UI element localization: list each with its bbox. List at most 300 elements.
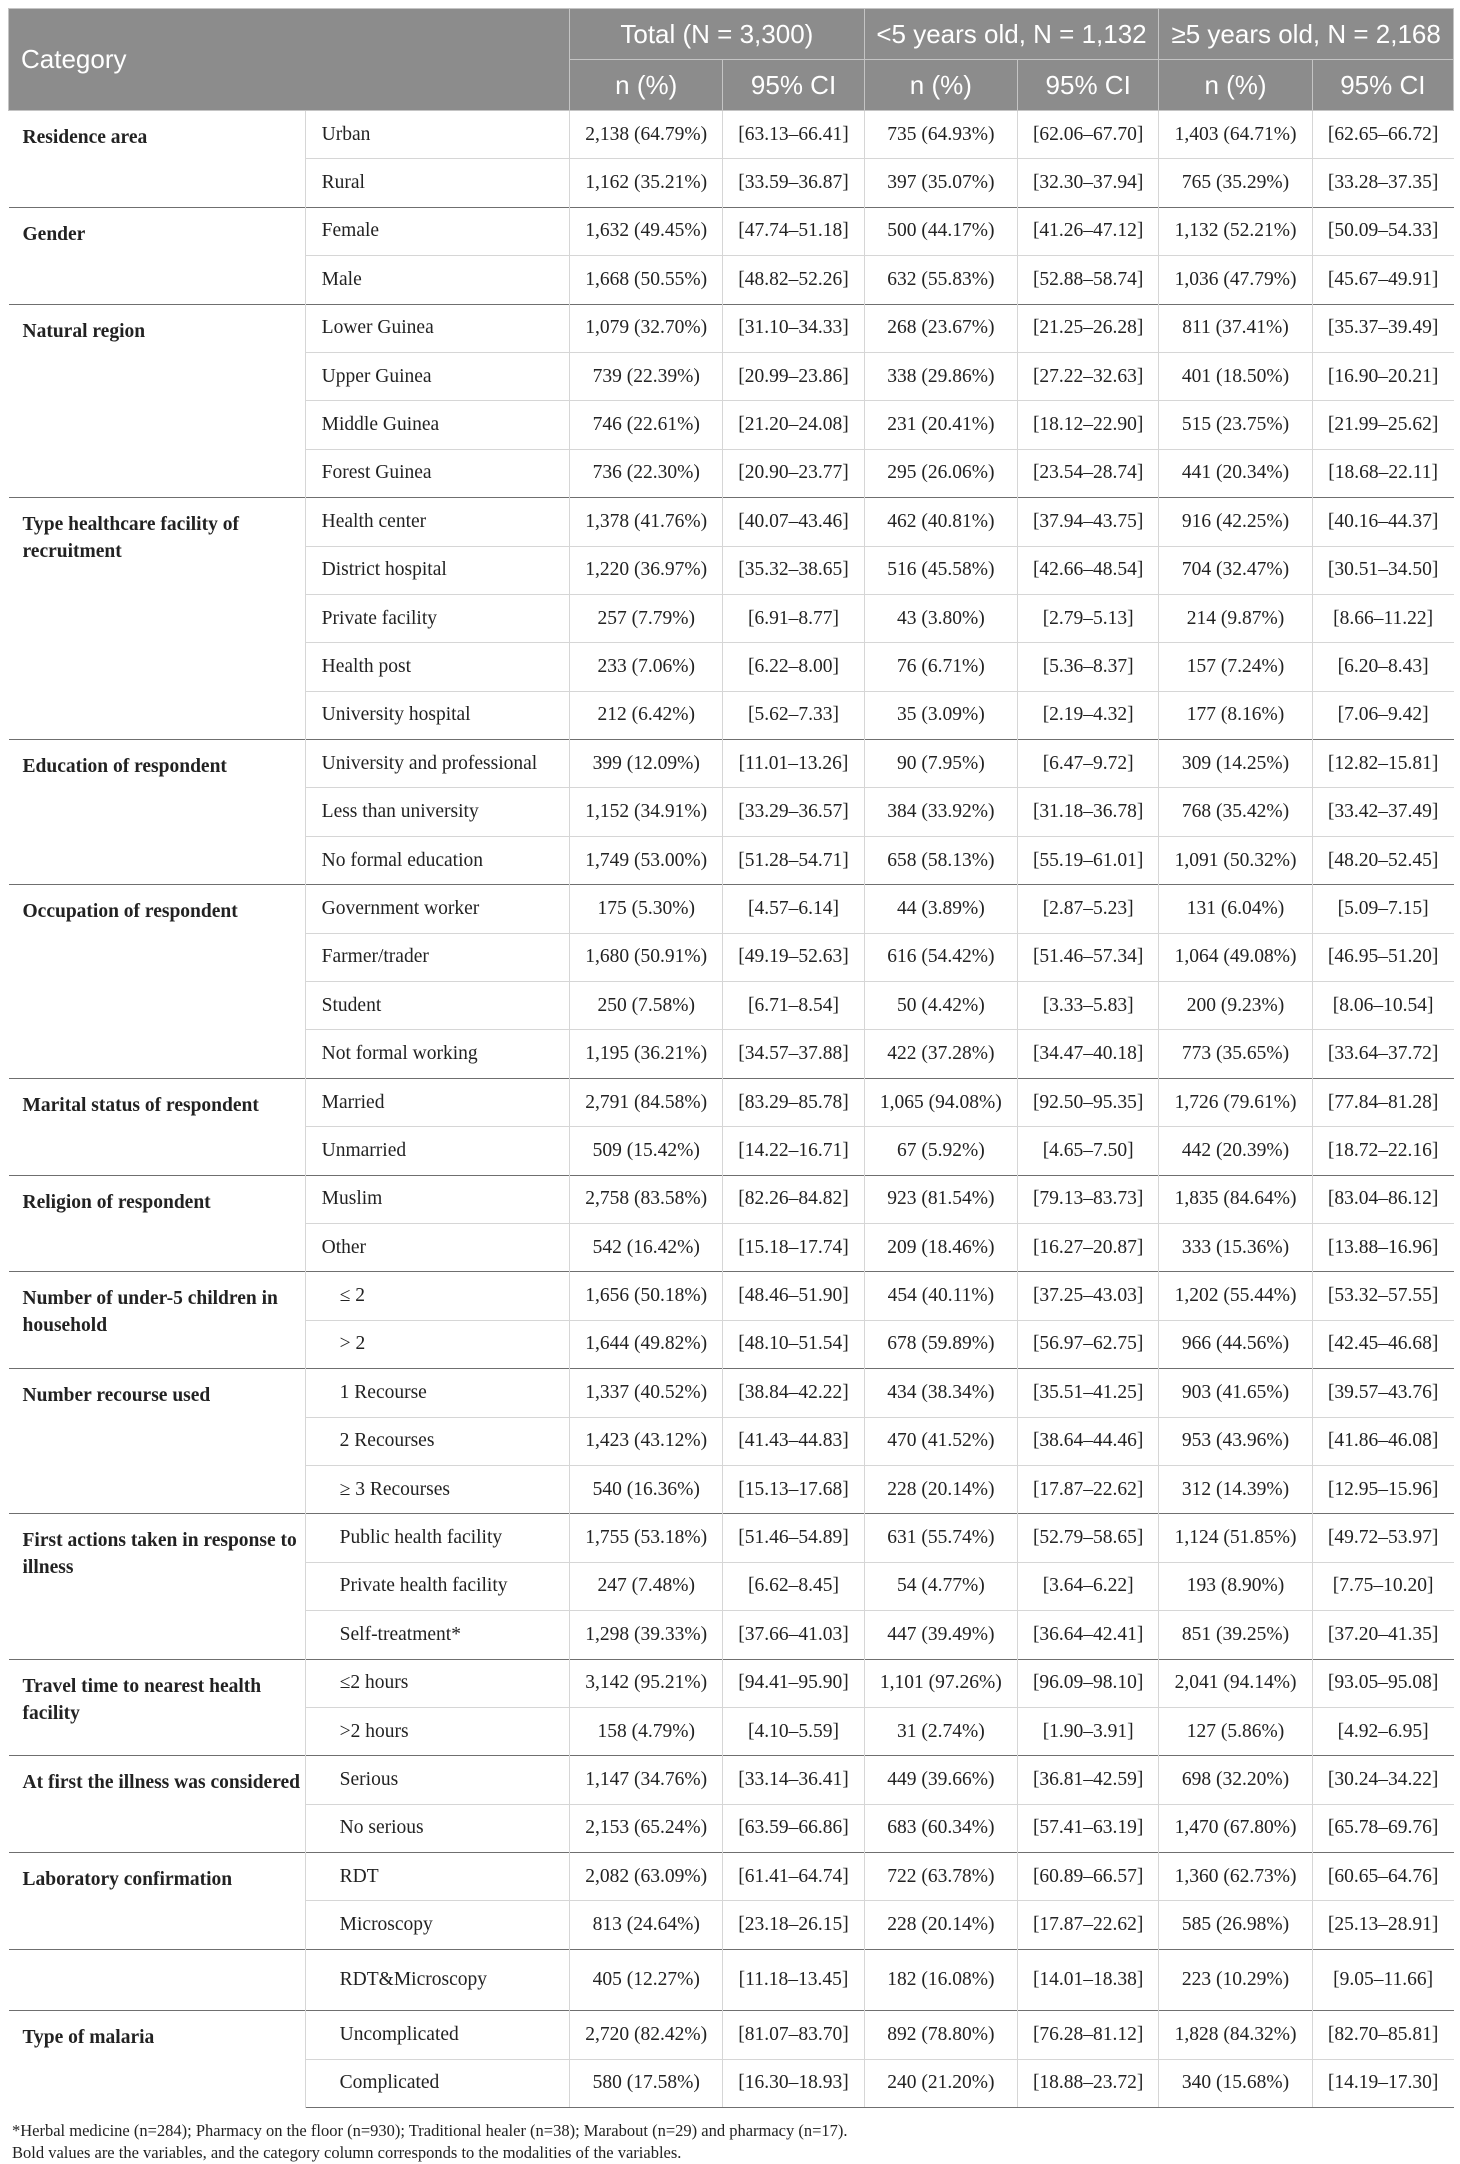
count-cell: 1,828 (84.32%) [1159, 2011, 1312, 2059]
ci-cell: [2.19–4.32] [1018, 691, 1159, 739]
ci-cell: [39.57–43.76] [1312, 1369, 1453, 1417]
category-label: Private facility [305, 594, 569, 642]
table-row [9, 304, 1454, 352]
count-cell: 231 (20.41%) [864, 401, 1017, 449]
count-cell: 175 (5.30%) [570, 885, 723, 933]
count-cell: 2,153 (65.24%) [570, 1804, 723, 1852]
ci-cell: [35.32–38.65] [723, 546, 864, 594]
count-cell: 131 (6.04%) [1159, 885, 1312, 933]
category-label: RDT&Microscopy [305, 1949, 569, 2010]
ci-cell: [6.22–8.00] [723, 643, 864, 691]
category-label: Self-treatment* [305, 1611, 569, 1659]
category-label: Male [305, 256, 569, 304]
table-header [9, 9, 1454, 111]
count-cell: 1,680 (50.91%) [570, 933, 723, 981]
ci-cell: [79.13–83.73] [1018, 1175, 1159, 1223]
ci-cell: [46.95–51.20] [1312, 933, 1453, 981]
count-cell: 422 (37.28%) [864, 1030, 1017, 1078]
ci-cell: [2.87–5.23] [1018, 885, 1159, 933]
category-label: Government worker [305, 885, 569, 933]
table-row [9, 1949, 1454, 2010]
count-cell: 295 (26.06%) [864, 449, 1017, 497]
category-label: University and professional [305, 740, 569, 788]
variable-label: First actions taken in response to illness [9, 1514, 306, 1659]
count-cell: 1,202 (55.44%) [1159, 1272, 1312, 1320]
ci-cell: [60.65–64.76] [1312, 1853, 1453, 1901]
count-cell: 704 (32.47%) [1159, 546, 1312, 594]
category-label: Serious [305, 1756, 569, 1804]
ci-cell: [42.66–48.54] [1018, 546, 1159, 594]
category-header: Category [9, 9, 570, 111]
count-cell: 2,758 (83.58%) [570, 1175, 723, 1223]
count-cell: 44 (3.89%) [864, 885, 1017, 933]
count-cell: 1,079 (32.70%) [570, 304, 723, 352]
table-row [9, 1659, 1454, 1707]
ci-cell: [21.20–24.08] [723, 401, 864, 449]
ci-cell: [77.84–81.28] [1312, 1078, 1453, 1126]
count-cell: 268 (23.67%) [864, 304, 1017, 352]
category-label: Married [305, 1078, 569, 1126]
ci-cell: [5.09–7.15] [1312, 885, 1453, 933]
count-cell: 540 (16.36%) [570, 1465, 723, 1513]
ci-cell: [35.37–39.49] [1312, 304, 1453, 352]
count-cell: 1,378 (41.76%) [570, 498, 723, 546]
count-cell: 1,668 (50.55%) [570, 256, 723, 304]
ci-cell: [62.65–66.72] [1312, 111, 1453, 159]
ci-cell: [8.66–11.22] [1312, 594, 1453, 642]
count-cell: 1,835 (84.64%) [1159, 1175, 1312, 1223]
variable-label: Gender [9, 207, 306, 304]
ci-cell: [47.74–51.18] [723, 207, 864, 255]
count-cell: 1,470 (67.80%) [1159, 1804, 1312, 1852]
count-cell: 35 (3.09%) [864, 691, 1017, 739]
count-cell: 240 (21.20%) [864, 2059, 1017, 2107]
n-header: n (%) [1159, 60, 1312, 111]
ci-cell: [48.46–51.90] [723, 1272, 864, 1320]
ci-cell: [20.99–23.86] [723, 352, 864, 400]
ci-cell: [23.54–28.74] [1018, 449, 1159, 497]
ci-cell: [37.25–43.03] [1018, 1272, 1159, 1320]
ci-cell: [30.24–34.22] [1312, 1756, 1453, 1804]
ci-cell: [51.46–57.34] [1018, 933, 1159, 981]
table-row [9, 2011, 1454, 2059]
count-cell: 434 (38.34%) [864, 1369, 1017, 1417]
ci-cell: [34.47–40.18] [1018, 1030, 1159, 1078]
variable-label: Type of malaria [9, 2011, 306, 2108]
count-cell: 1,124 (51.85%) [1159, 1514, 1312, 1562]
category-label: 1 Recourse [305, 1369, 569, 1417]
category-label: Urban [305, 111, 569, 159]
count-cell: 923 (81.54%) [864, 1175, 1017, 1223]
category-label: Middle Guinea [305, 401, 569, 449]
category-label: Private health facility [305, 1562, 569, 1610]
count-cell: 214 (9.87%) [1159, 594, 1312, 642]
ci-cell: [31.10–34.33] [723, 304, 864, 352]
category-label: Complicated [305, 2059, 569, 2107]
count-cell: 500 (44.17%) [864, 207, 1017, 255]
ci-cell: [51.46–54.89] [723, 1514, 864, 1562]
ci-cell: [45.67–49.91] [1312, 256, 1453, 304]
count-cell: 1,423 (43.12%) [570, 1417, 723, 1465]
count-cell: 542 (16.42%) [570, 1223, 723, 1271]
count-cell: 2,720 (82.42%) [570, 2011, 723, 2059]
ci-header: 95% CI [1312, 60, 1453, 111]
ci-cell: [4.10–5.59] [723, 1707, 864, 1755]
ci-cell: [33.64–37.72] [1312, 1030, 1453, 1078]
ci-cell: [27.22–32.63] [1018, 352, 1159, 400]
table-row [9, 1853, 1454, 1901]
count-cell: 462 (40.81%) [864, 498, 1017, 546]
ci-cell: [38.64–44.46] [1018, 1417, 1159, 1465]
ci-cell: [37.66–41.03] [723, 1611, 864, 1659]
variable-label: Natural region [9, 304, 306, 498]
count-cell: 247 (7.48%) [570, 1562, 723, 1610]
category-label: ≤2 hours [305, 1659, 569, 1707]
count-cell: 585 (26.98%) [1159, 1901, 1312, 1949]
ci-cell: [16.30–18.93] [723, 2059, 864, 2107]
ci-cell: [33.14–36.41] [723, 1756, 864, 1804]
ci-cell: [37.94–43.75] [1018, 498, 1159, 546]
category-label: Lower Guinea [305, 304, 569, 352]
count-cell: 257 (7.79%) [570, 594, 723, 642]
group-header-total: Total (N = 3,300) [570, 9, 865, 60]
category-label: Health center [305, 498, 569, 546]
variable-label: Number recourse used [9, 1369, 306, 1514]
table-row [9, 498, 1454, 546]
count-cell: 1,656 (50.18%) [570, 1272, 723, 1320]
count-cell: 683 (60.34%) [864, 1804, 1017, 1852]
footnote: *Herbal medicine (n=284); Pharmacy on the floor (n=930); Traditional healer (n=38); Marabout (n=29) and pharmacy (n=17). [12, 2121, 848, 2141]
count-cell: 2,791 (84.58%) [570, 1078, 723, 1126]
category-label: Unmarried [305, 1127, 569, 1175]
count-cell: 312 (14.39%) [1159, 1465, 1312, 1513]
n-header: n (%) [570, 60, 723, 111]
ci-cell: [52.88–58.74] [1018, 256, 1159, 304]
count-cell: 1,726 (79.61%) [1159, 1078, 1312, 1126]
count-cell: 1,632 (49.45%) [570, 207, 723, 255]
ci-cell: [8.06–10.54] [1312, 982, 1453, 1030]
variable-label: Education of respondent [9, 740, 306, 885]
ci-cell: [13.88–16.96] [1312, 1223, 1453, 1271]
category-label: > 2 [305, 1320, 569, 1368]
count-cell: 228 (20.14%) [864, 1465, 1017, 1513]
ci-cell: [7.06–9.42] [1312, 691, 1453, 739]
ci-cell: [6.91–8.77] [723, 594, 864, 642]
count-cell: 399 (12.09%) [570, 740, 723, 788]
ci-cell: [50.09–54.33] [1312, 207, 1453, 255]
ci-cell: [48.20–52.45] [1312, 836, 1453, 884]
table-row [9, 111, 1454, 159]
ci-cell: [92.50–95.35] [1018, 1078, 1159, 1126]
count-cell: 454 (40.11%) [864, 1272, 1017, 1320]
count-cell: 698 (32.20%) [1159, 1756, 1312, 1804]
count-cell: 736 (22.30%) [570, 449, 723, 497]
category-label: ≥ 3 Recourses [305, 1465, 569, 1513]
ci-cell: [18.12–22.90] [1018, 401, 1159, 449]
variable-label [9, 1949, 306, 2010]
count-cell: 200 (9.23%) [1159, 982, 1312, 1030]
ci-cell: [12.95–15.96] [1312, 1465, 1453, 1513]
count-cell: 193 (8.90%) [1159, 1562, 1312, 1610]
ci-cell: [3.64–6.22] [1018, 1562, 1159, 1610]
data-table [8, 8, 1454, 2108]
count-cell: 182 (16.08%) [864, 1949, 1017, 2010]
ci-cell: [20.90–23.77] [723, 449, 864, 497]
count-cell: 1,036 (47.79%) [1159, 256, 1312, 304]
count-cell: 966 (44.56%) [1159, 1320, 1312, 1368]
count-cell: 1,091 (50.32%) [1159, 836, 1312, 884]
count-cell: 127 (5.86%) [1159, 1707, 1312, 1755]
ci-cell: [21.99–25.62] [1312, 401, 1453, 449]
category-label: 2 Recourses [305, 1417, 569, 1465]
ci-cell: [63.13–66.41] [723, 111, 864, 159]
count-cell: 851 (39.25%) [1159, 1611, 1312, 1659]
ci-cell: [93.05–95.08] [1312, 1659, 1453, 1707]
variable-label: Number of under-5 children in household [9, 1272, 306, 1369]
count-cell: 722 (63.78%) [864, 1853, 1017, 1901]
count-cell: 223 (10.29%) [1159, 1949, 1312, 2010]
count-cell: 43 (3.80%) [864, 594, 1017, 642]
count-cell: 953 (43.96%) [1159, 1417, 1312, 1465]
count-cell: 678 (59.89%) [864, 1320, 1017, 1368]
count-cell: 31 (2.74%) [864, 1707, 1017, 1755]
ci-cell: [55.19–61.01] [1018, 836, 1159, 884]
count-cell: 739 (22.39%) [570, 352, 723, 400]
count-cell: 616 (54.42%) [864, 933, 1017, 981]
variable-label: Travel time to nearest health facility [9, 1659, 306, 1756]
ci-cell: [33.42–37.49] [1312, 788, 1453, 836]
ci-cell: [57.41–63.19] [1018, 1804, 1159, 1852]
count-cell: 773 (35.65%) [1159, 1030, 1312, 1078]
category-label: Public health facility [305, 1514, 569, 1562]
category-label: Less than university [305, 788, 569, 836]
count-cell: 90 (7.95%) [864, 740, 1017, 788]
ci-cell: [36.64–42.41] [1018, 1611, 1159, 1659]
category-label: >2 hours [305, 1707, 569, 1755]
variable-label: At first the illness was considered [9, 1756, 306, 1853]
variable-label: Laboratory confirmation [9, 1853, 306, 1950]
count-cell: 916 (42.25%) [1159, 498, 1312, 546]
ci-cell: [96.09–98.10] [1018, 1659, 1159, 1707]
count-cell: 384 (33.92%) [864, 788, 1017, 836]
table-row [9, 1175, 1454, 1223]
variable-label: Religion of respondent [9, 1175, 306, 1272]
category-label: District hospital [305, 546, 569, 594]
count-cell: 50 (4.42%) [864, 982, 1017, 1030]
count-cell: 746 (22.61%) [570, 401, 723, 449]
ci-cell: [41.86–46.08] [1312, 1417, 1453, 1465]
count-cell: 509 (15.42%) [570, 1127, 723, 1175]
ci-cell: [30.51–34.50] [1312, 546, 1453, 594]
ci-cell: [5.62–7.33] [723, 691, 864, 739]
ci-cell: [21.25–26.28] [1018, 304, 1159, 352]
ci-cell: [83.29–85.78] [723, 1078, 864, 1126]
footnotes [8, 2120, 1454, 2164]
ci-cell: [41.26–47.12] [1018, 207, 1159, 255]
ci-cell: [7.75–10.20] [1312, 1562, 1453, 1610]
ci-cell: [23.18–26.15] [723, 1901, 864, 1949]
category-label: Muslim [305, 1175, 569, 1223]
ci-cell: [40.16–44.37] [1312, 498, 1453, 546]
count-cell: 2,041 (94.14%) [1159, 1659, 1312, 1707]
ci-cell: [6.20–8.43] [1312, 643, 1453, 691]
count-cell: 1,360 (62.73%) [1159, 1853, 1312, 1901]
count-cell: 2,138 (64.79%) [570, 111, 723, 159]
table-row [9, 1078, 1454, 1126]
count-cell: 447 (39.49%) [864, 1611, 1017, 1659]
count-cell: 76 (6.71%) [864, 643, 1017, 691]
count-cell: 1,065 (94.08%) [864, 1078, 1017, 1126]
ci-cell: [11.01–13.26] [723, 740, 864, 788]
count-cell: 813 (24.64%) [570, 1901, 723, 1949]
count-cell: 580 (17.58%) [570, 2059, 723, 2107]
table-row [9, 1369, 1454, 1417]
ci-cell: [40.07–43.46] [723, 498, 864, 546]
count-cell: 309 (14.25%) [1159, 740, 1312, 788]
ci-cell: [76.28–81.12] [1018, 2011, 1159, 2059]
ci-cell: [25.13–28.91] [1312, 1901, 1453, 1949]
count-cell: 338 (29.86%) [864, 352, 1017, 400]
table-row [9, 1514, 1454, 1562]
footnote: Bold values are the variables, and the category column corresponds to the modalities of the variables. [12, 2143, 682, 2163]
count-cell: 1,195 (36.21%) [570, 1030, 723, 1078]
ci-cell: [18.72–22.16] [1312, 1127, 1453, 1175]
ci-cell: [17.87–22.62] [1018, 1901, 1159, 1949]
category-label: Health post [305, 643, 569, 691]
ci-cell: [18.68–22.11] [1312, 449, 1453, 497]
ci-cell: [41.43–44.83] [723, 1417, 864, 1465]
ci-cell: [61.41–64.74] [723, 1853, 864, 1901]
ci-cell: [52.79–58.65] [1018, 1514, 1159, 1562]
count-cell: 1,152 (34.91%) [570, 788, 723, 836]
category-label: Farmer/trader [305, 933, 569, 981]
count-cell: 1,403 (64.71%) [1159, 111, 1312, 159]
count-cell: 449 (39.66%) [864, 1756, 1017, 1804]
ci-cell: [15.18–17.74] [723, 1223, 864, 1271]
category-label: RDT [305, 1853, 569, 1901]
category-label: Microscopy [305, 1901, 569, 1949]
count-cell: 1,162 (35.21%) [570, 159, 723, 207]
variable-label: Residence area [9, 111, 306, 208]
count-cell: 158 (4.79%) [570, 1707, 723, 1755]
ci-cell: [4.57–6.14] [723, 885, 864, 933]
ci-cell: [17.87–22.62] [1018, 1465, 1159, 1513]
ci-cell: [31.18–36.78] [1018, 788, 1159, 836]
count-cell: 157 (7.24%) [1159, 643, 1312, 691]
table-container [8, 8, 1454, 2164]
count-cell: 1,147 (34.76%) [570, 1756, 723, 1804]
ci-cell: [4.92–6.95] [1312, 1707, 1453, 1755]
ci-cell: [49.72–53.97] [1312, 1514, 1453, 1562]
count-cell: 233 (7.06%) [570, 643, 723, 691]
ci-cell: [6.47–9.72] [1018, 740, 1159, 788]
ci-cell: [38.84–42.22] [723, 1369, 864, 1417]
ci-cell: [2.79–5.13] [1018, 594, 1159, 642]
count-cell: 212 (6.42%) [570, 691, 723, 739]
ci-cell: [16.27–20.87] [1018, 1223, 1159, 1271]
table-body [9, 111, 1454, 2108]
count-cell: 1,298 (39.33%) [570, 1611, 723, 1659]
count-cell: 209 (18.46%) [864, 1223, 1017, 1271]
table-row [9, 885, 1454, 933]
ci-cell: [16.90–20.21] [1312, 352, 1453, 400]
ci-cell: [81.07–83.70] [723, 2011, 864, 2059]
ci-cell: [4.65–7.50] [1018, 1127, 1159, 1175]
count-cell: 2,082 (63.09%) [570, 1853, 723, 1901]
count-cell: 1,064 (49.08%) [1159, 933, 1312, 981]
ci-cell: [33.29–36.57] [723, 788, 864, 836]
count-cell: 1,101 (97.26%) [864, 1659, 1017, 1707]
count-cell: 3,142 (95.21%) [570, 1659, 723, 1707]
ci-cell: [33.28–37.35] [1312, 159, 1453, 207]
count-cell: 765 (35.29%) [1159, 159, 1312, 207]
ci-header: 95% CI [1018, 60, 1159, 111]
category-label: ≤ 2 [305, 1272, 569, 1320]
category-label: Forest Guinea [305, 449, 569, 497]
count-cell: 811 (37.41%) [1159, 304, 1312, 352]
count-cell: 1,132 (52.21%) [1159, 207, 1312, 255]
group-header-under5: <5 years old, N = 1,132 [864, 9, 1159, 60]
count-cell: 515 (23.75%) [1159, 401, 1312, 449]
ci-cell: [53.32–57.55] [1312, 1272, 1453, 1320]
count-cell: 397 (35.07%) [864, 159, 1017, 207]
ci-cell: [32.30–37.94] [1018, 159, 1159, 207]
variable-label: Type healthcare facility of recruitment [9, 498, 306, 740]
ci-cell: [6.62–8.45] [723, 1562, 864, 1610]
ci-cell: [15.13–17.68] [723, 1465, 864, 1513]
category-label: Upper Guinea [305, 352, 569, 400]
ci-header: 95% CI [723, 60, 864, 111]
table-row [9, 1756, 1454, 1804]
group-header-over5: ≥5 years old, N = 2,168 [1159, 9, 1454, 60]
variable-label: Occupation of respondent [9, 885, 306, 1079]
count-cell: 658 (58.13%) [864, 836, 1017, 884]
count-cell: 340 (15.68%) [1159, 2059, 1312, 2107]
ci-cell: [12.82–15.81] [1312, 740, 1453, 788]
ci-cell: [1.90–3.91] [1018, 1707, 1159, 1755]
ci-cell: [48.82–52.26] [723, 256, 864, 304]
ci-cell: [83.04–86.12] [1312, 1175, 1453, 1223]
ci-cell: [60.89–66.57] [1018, 1853, 1159, 1901]
table-row [9, 740, 1454, 788]
count-cell: 67 (5.92%) [864, 1127, 1017, 1175]
count-cell: 405 (12.27%) [570, 1949, 723, 2010]
ci-cell: [11.18–13.45] [723, 1949, 864, 2010]
ci-cell: [82.70–85.81] [1312, 2011, 1453, 2059]
ci-cell: [14.19–17.30] [1312, 2059, 1453, 2107]
count-cell: 1,755 (53.18%) [570, 1514, 723, 1562]
ci-cell: [33.59–36.87] [723, 159, 864, 207]
ci-cell: [18.88–23.72] [1018, 2059, 1159, 2107]
count-cell: 228 (20.14%) [864, 1901, 1017, 1949]
ci-cell: [35.51–41.25] [1018, 1369, 1159, 1417]
count-cell: 1,220 (36.97%) [570, 546, 723, 594]
count-cell: 333 (15.36%) [1159, 1223, 1312, 1271]
ci-cell: [49.19–52.63] [723, 933, 864, 981]
count-cell: 441 (20.34%) [1159, 449, 1312, 497]
category-label: No formal education [305, 836, 569, 884]
n-header: n (%) [864, 60, 1017, 111]
ci-cell: [14.01–18.38] [1018, 1949, 1159, 2010]
ci-cell: [37.20–41.35] [1312, 1611, 1453, 1659]
ci-cell: [42.45–46.68] [1312, 1320, 1453, 1368]
count-cell: 632 (55.83%) [864, 256, 1017, 304]
count-cell: 1,337 (40.52%) [570, 1369, 723, 1417]
count-cell: 903 (41.65%) [1159, 1369, 1312, 1417]
ci-cell: [62.06–67.70] [1018, 111, 1159, 159]
category-label: No serious [305, 1804, 569, 1852]
ci-cell: [48.10–51.54] [723, 1320, 864, 1368]
